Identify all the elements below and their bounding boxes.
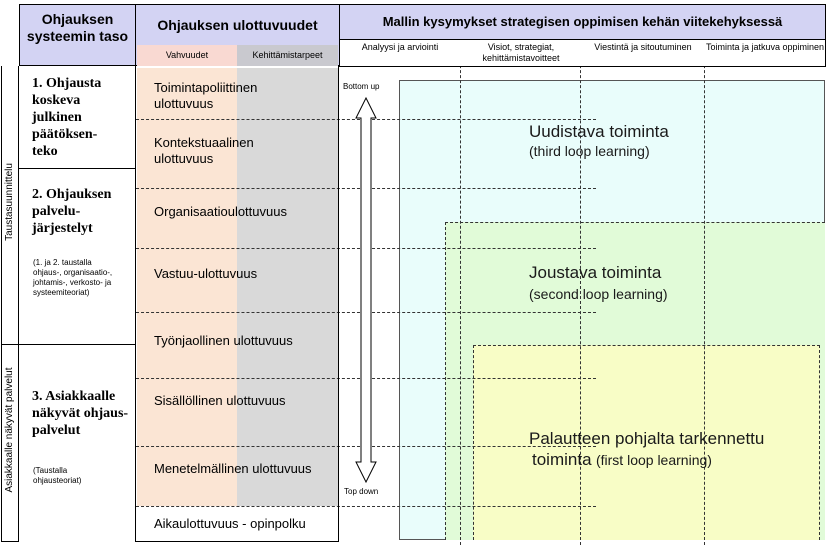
model-column-left-border [338, 66, 339, 542]
level-2-title: 2. Ohjauksen palvelu-järjestelyt [32, 187, 112, 236]
second-loop-title: Joustava toiminta [529, 263, 662, 282]
first-loop-sub: (first loop learning) [595, 452, 712, 468]
double-arrow-icon [354, 96, 378, 484]
level-3-note: (Taustalla ohjausteoriat) [33, 466, 82, 485]
dimension-content: Sisällöllinen ulottuvuus [154, 393, 286, 408]
level-2-note: (1. ja 2. taustalla ohjaus-, organisaatio-, johtamis-, verkosto- ja systeemiteoriat) [33, 258, 113, 297]
subheader-communication: Viestintä ja sitoutuminen [594, 42, 692, 52]
level-header-title: Ohjauksen systeemin taso [26, 11, 129, 44]
dimension-responsibility: Vastuu-ulottuvuus [154, 266, 258, 281]
third-loop-sub: (third loop learning) [529, 143, 650, 159]
level-3-title: 3. Asiakkaalle näkyvät ohjaus-palvelut [32, 389, 129, 438]
first-loop-title: Palautteen pohjalta tarkennettu [529, 429, 765, 448]
level-1-title: 1. Ohjausta koskeva julkinen päätöksen-teko [32, 76, 102, 159]
dimension-organisation: Organisaatioulottuvuus [154, 204, 287, 219]
model-questions-title: Mallin kysymykset strategisen oppimisen kehän viitekehyksessä [382, 14, 783, 29]
model-questions-header [339, 4, 826, 40]
dimension-contextual: Kontekstuaalinen ulottuvuus [154, 135, 254, 166]
first-loop-title-cont: toiminta [532, 450, 592, 469]
side-label-customer-services: Asiakkaalle näkyvät palvelut [4, 367, 15, 493]
subheader-analysis: Analyysi ja arviointi [361, 42, 439, 52]
dimension-header-title: Ohjauksen ulottuvuudet [157, 17, 318, 33]
level-header [19, 4, 136, 66]
col3-divider-1 [460, 40, 461, 545]
dimension-policy: Toimintapoliittinen ulottuvuus [154, 80, 258, 111]
dimension-time-learning-path: Aikaulottuvuus - opinpolku [154, 516, 306, 531]
top-down-label: Top down [344, 487, 379, 496]
dimension-method: Menetelmällinen ulottuvuus [154, 461, 312, 476]
subheader-visions: Visiot, strategiat, kehittämistavoitteet [482, 42, 560, 63]
first-loop-title-2 [532, 450, 712, 470]
development-subheader: Kehittämistarpeet [237, 45, 338, 66]
model-questions-subheader [339, 40, 826, 67]
third-loop-title: Uudistava toiminta [529, 122, 669, 141]
bottom-up-label: Bottom up [343, 82, 380, 91]
side-label-background-planning: Taustasuunnittelu [4, 163, 15, 241]
subheader-action: Toiminta ja jatkuva oppiminen [705, 42, 825, 52]
dimension-header [136, 4, 339, 66]
dimension-division-of-labour: Työnjaollinen ulottuvuus [154, 333, 293, 348]
second-loop-sub: (second loop learning) [529, 286, 668, 302]
strengths-subheader: Vahvuudet [137, 45, 237, 66]
